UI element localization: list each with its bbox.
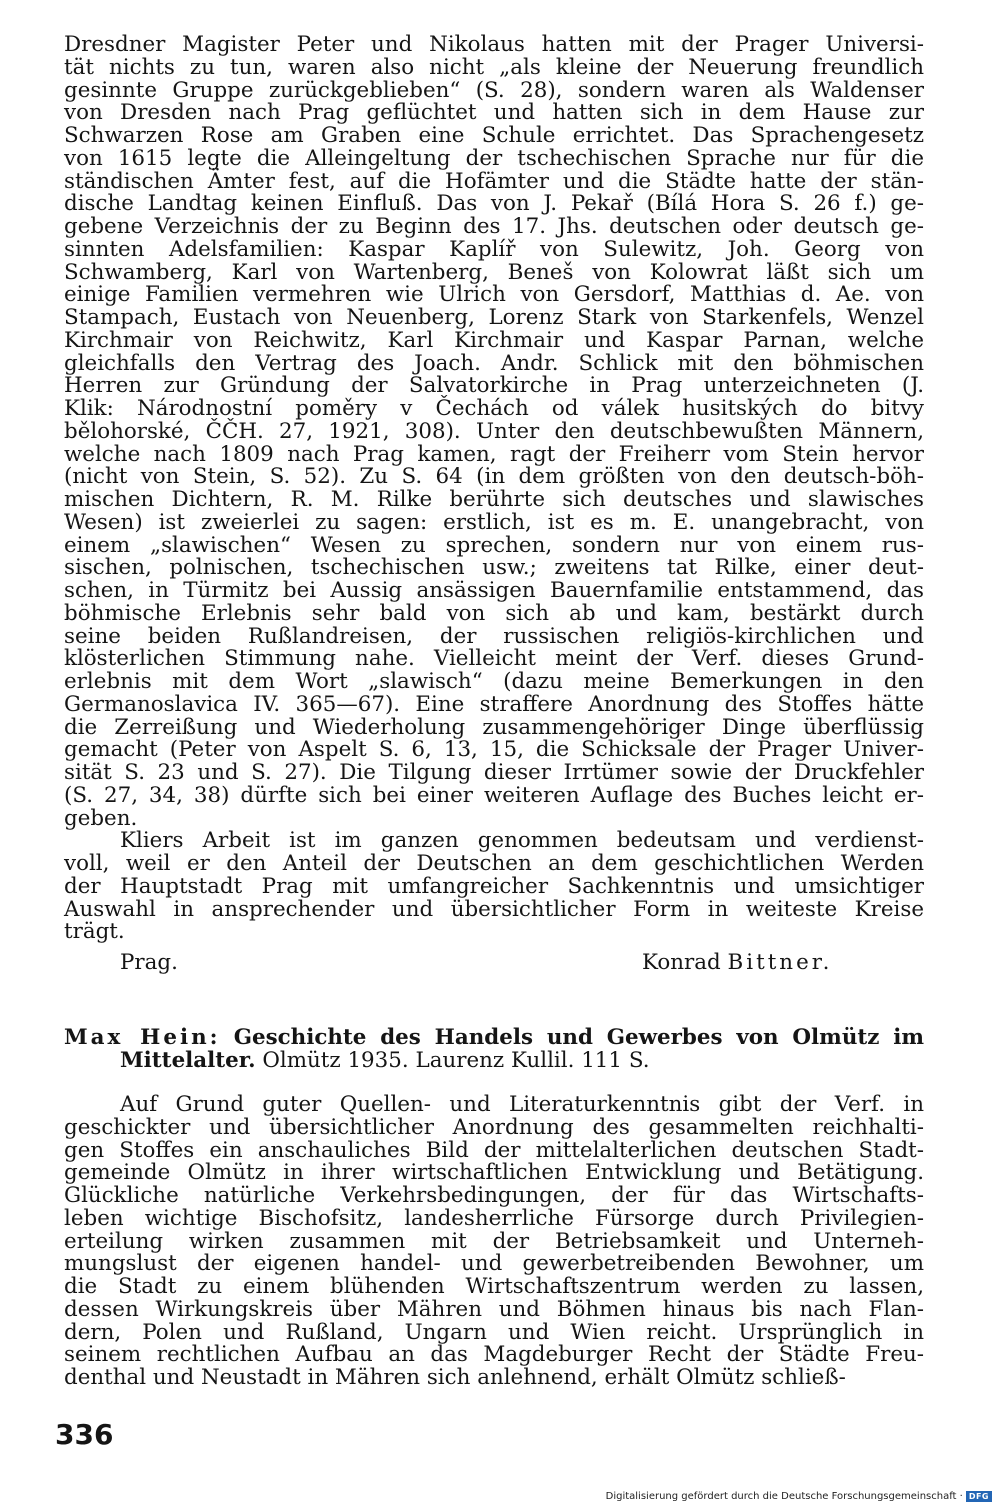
text-line: Schwamberg, Karl von Wartenberg, Beneš von Kolowrat läßt sich um — [64, 259, 924, 285]
text-line: Auf Grund guter Quellen- und Literaturkenntnis gibt der Verf. in — [120, 1092, 924, 1117]
text-line: seine beiden Rußlandreisen, der russischen religiös-kirchlichen und — [64, 623, 924, 649]
review-body-paragraph — [64, 34, 924, 830]
text-line: erlebnis mit dem Wort „slawisch“ (dazu meine Bemerkungen in den — [64, 669, 924, 694]
book-title-part1: Geschichte des Handels und Gewerbes von Olmütz im — [233, 1025, 924, 1050]
review-heading-line2 — [64, 1049, 924, 1072]
text-line: Kliers Arbeit ist im ganzen genommen bedeutsam und verdienst- — [120, 828, 924, 854]
text-line: Klik: Národnostní poměry v Čechách od válek husitských do bitvy — [64, 396, 924, 421]
text-line: leben wichtige Bischofsitz, landesherrliche Fürsorge durch Privilegien- — [64, 1205, 924, 1231]
text-line: sität S. 23 und S. 27). Die Tilgung dieser Irrtümer sowie der Druckfehler — [64, 760, 924, 785]
text-line: einem „slawischen“ Wesen zu sprechen, sondern nur von einem rus- — [64, 532, 924, 558]
text-line: dern, Polen und Rußland, Ungarn und Wien reicht. Ursprünglich in — [64, 1319, 924, 1345]
page-content — [64, 34, 924, 1390]
text-line: Glückliche natürliche Verkehrsbedingungen, der für das Wirtschafts- — [64, 1183, 924, 1208]
text-line: voll, weil er den Anteil der Deutschen an dem geschichtlichen Werden — [64, 851, 924, 876]
text-line: klösterlichen Stimmung nahe. Vielleicht meint der Verf. dieses Grund- — [64, 646, 924, 672]
text-line: erteilung wirken zusammen mit der Betriebsamkeit und Unterneh- — [64, 1228, 924, 1254]
text-line: Stampach, Eustach von Neuenberg, Lorenz Stark von Starkenfels, Wenzel — [64, 305, 924, 330]
page-number: 336 — [55, 1418, 114, 1451]
text-line: Herren zur Gründung der Salvatorkirche in Prag unterzeichneten (J. — [64, 373, 924, 399]
text-line: ständischen Ämter fest, auf die Hofämter und die Städte hatte der stän- — [64, 168, 924, 194]
text-line: denthal und Neustadt in Mähren sich anlehnend, erhält Olmütz schließ- — [64, 1365, 846, 1390]
text-line: gen Stoffes ein anschauliches Bild der mittelalterlichen deutschen Stadt- — [64, 1137, 924, 1163]
text-line: gemeinde Olmütz in ihrer wirtschaftlichen Entwicklung und Betätigung. — [64, 1160, 924, 1186]
text-line: geben. — [64, 805, 138, 831]
text-line: gebene Verzeichnis der zu Beginn des 17. Jhs. deutschen oder deutsch ge- — [64, 214, 924, 239]
text-line: (nicht von Stein, S. 52). Zu S. 64 (in dem größten von den deutsch-böh- — [64, 464, 924, 490]
review-conclusion-paragraph — [64, 830, 924, 944]
text-line: böhmische Erlebnis sehr bald von sich ab und kam, bestärkt durch — [64, 600, 924, 626]
text-line: die Stadt zu einem blühenden Wirtschaftszentrum werden zu lassen, — [64, 1274, 924, 1299]
text-line: mungslust der eigenen handel- und gewerbetreibenden Bewohner, um — [64, 1251, 924, 1277]
text-line: einige Familien vermehren wie Ulrich von Gersdorf, Matthias d. Ae. von — [64, 282, 924, 308]
text-line: von 1615 legte die Alleingeltung der tschechischen Sprache nur für die — [64, 145, 924, 171]
text-line: tät nichts zu tun, waren also nicht „als kleine der Neuerung freundlich — [64, 54, 924, 80]
text-line: welche nach 1809 nach Prag kamen, ragt der Freiherr vom Stein hervor — [64, 441, 924, 467]
book-title-part2: Mittelalter. — [120, 1048, 256, 1073]
text-line: mischen Dichtern, R. M. Rilke berührte sich deutsches und slawisches — [64, 487, 924, 512]
text-line: seinem rechtlichen Aufbau an das Magdeburger Recht der Städte Freu- — [64, 1342, 924, 1368]
text-line: gemacht (Peter von Aspelt S. 6, 13, 15, die Schicksale der Prager Univer- — [64, 737, 924, 763]
text-line: schen, in Türmitz bei Aussig ansässigen Bauernfamilie entstammend, das — [64, 578, 924, 603]
text-line: bělohorské, ČČH. 27, 1921, 308). Unter den deutschbewußten Männern, — [64, 418, 924, 444]
review-heading — [64, 1026, 924, 1072]
signature-reviewer: Konrad Bittner. — [642, 950, 833, 975]
text-line: dische Landtag keinen Einfluß. Das von J. Pekař (Bílá Hora S. 26 f.) ge- — [64, 191, 924, 217]
book-publication: Olmütz 1935. Laurenz Kullil. 111 S. — [262, 1048, 650, 1073]
text-line: Kirchmair von Reichwitz, Karl Kirchmair und Kaspar Parnan, welche — [64, 327, 924, 353]
text-line: Schwarzen Rose am Graben eine Schule errichtet. Das Sprachengesetz — [64, 123, 924, 148]
text-line: dessen Wirkungskreis über Mähren und Böhmen hinaus bis nach Flan- — [64, 1296, 924, 1322]
text-line: gesinnte Gruppe zurückgeblieben“ (S. 28), sondern waren als Waldenser — [64, 77, 924, 103]
review-signature — [64, 948, 924, 978]
text-line: gleichfalls den Vertrag des Joach. Andr. Schlick mit den böhmischen — [64, 350, 924, 376]
review2-body-paragraph — [64, 1094, 924, 1390]
text-line: Dresdner Magister Peter und Nikolaus hatten mit der Prager Universi- — [64, 32, 924, 57]
text-line: sischen, polnischen, tschechischen usw.; zweitens tat Rilke, einer deut- — [64, 555, 924, 581]
dfg-footer-text: Digitalisierung gefördert durch die Deutsche Forschungsgemeinschaft · — [605, 1491, 963, 1502]
text-line: Auswahl in ansprechender und übersichtlicher Form in weiteste Kreise — [64, 896, 924, 922]
text-line: von Dresden nach Prag geflüchtet und hatten sich in dem Hause zur — [64, 100, 924, 126]
text-line: Wesen) ist zweierlei zu sagen: erstlich, ist es m. E. unangebracht, von — [64, 509, 924, 535]
text-line: der Hauptstadt Prag mit umfangreicher Sachkenntnis und umsichtiger — [64, 873, 924, 899]
text-line: die Zerreißung und Wiederholung zusammengehöriger Dinge überflüssig — [64, 714, 924, 740]
signature-place: Prag. — [120, 950, 178, 975]
text-line: Germanoslavica IV. 365—67). Eine straffere Anordnung des Stoffes hätte — [64, 691, 924, 717]
text-line: geschickter und übersichtlicher Anordnung des gesammelten reichhalti- — [64, 1114, 924, 1140]
book-author: Max Hein: — [64, 1025, 221, 1050]
dfg-logo: DFG — [966, 1491, 992, 1502]
text-line: (S. 27, 34, 38) dürfte sich bei einer weiteren Auflage des Buches leicht er- — [64, 782, 924, 808]
dfg-footer — [606, 1491, 992, 1502]
text-line: sinnten Adelsfamilien: Kaspar Kaplíř von Sulewitz, Joh. Georg von — [64, 236, 924, 262]
review-heading-line1 — [64, 1026, 924, 1049]
text-line: trägt. — [64, 919, 125, 945]
